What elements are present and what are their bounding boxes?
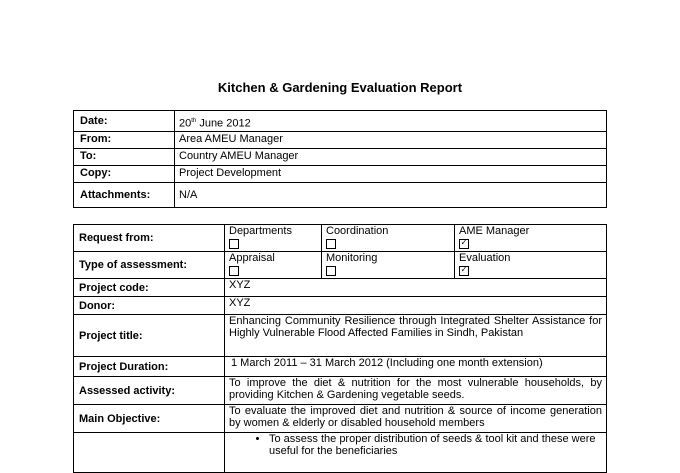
details-table <box>73 224 607 473</box>
assessment-option-evaluation: Evaluation ✓ <box>455 252 607 279</box>
date-label: Date: <box>74 111 175 132</box>
request-option-ame-manager: AME Manager ✓ <box>455 225 607 252</box>
specific-objective-item: • To assess the proper distribution of seeds & tool kit and these were useful for the beneficiaries <box>269 433 602 457</box>
from-value: Area AMEU Manager <box>175 131 607 148</box>
copy-value: Project Development <box>175 165 607 182</box>
request-option-coordination: Coordination <box>322 225 455 252</box>
assessment-option-appraisal: Appraisal <box>225 252 322 279</box>
assessment-type-label: Type of assessment: <box>74 252 225 279</box>
to-value: Country AMEU Manager <box>175 148 607 165</box>
specific-objectives-label <box>74 433 225 473</box>
ame-manager-checkbox[interactable] <box>459 239 469 249</box>
attachments-label: Attachments: <box>74 182 175 207</box>
assessment-option-monitoring: Monitoring <box>322 252 455 279</box>
monitoring-checkbox[interactable] <box>326 266 336 276</box>
specific-objectives-value <box>225 433 607 473</box>
project-duration-value: 1 March 2011 – 31 March 2012 (Including one month extension) <box>225 357 607 377</box>
main-objective-label: Main Objective: <box>74 405 225 433</box>
donor-value: XYZ <box>225 297 607 315</box>
donor-label: Donor: <box>74 297 225 315</box>
appraisal-checkbox[interactable] <box>229 266 239 276</box>
coordination-checkbox[interactable] <box>326 239 336 249</box>
project-title-value: Enhancing Community Resilience through Integrated Shelter Assistance for Highly Vulnerable Flood Affected Families in Sindh, Pakistan <box>225 315 607 357</box>
assessed-activity-value: To improve the diet & nutrition for the most vulnerable households, by providing Kitchen & Gardening vegetable seeds. <box>225 377 607 405</box>
copy-label: Copy: <box>74 165 175 182</box>
project-title-label: Project title: <box>74 315 225 357</box>
assessed-activity-label: Assessed activity: <box>74 377 225 405</box>
departments-checkbox[interactable] <box>229 239 239 249</box>
to-label: To: <box>74 148 175 165</box>
memo-header-table <box>73 110 607 208</box>
main-objective-value: To evaluate the improved diet and nutrition & source of income generation by women & elderly or disabled household members <box>225 405 607 433</box>
request-option-departments: Departments <box>225 225 322 252</box>
date-value: 20th June 2012 <box>175 111 607 132</box>
evaluation-checkbox[interactable] <box>459 266 469 276</box>
from-label: From: <box>74 131 175 148</box>
project-duration-label: Project Duration: <box>74 357 225 377</box>
project-code-label: Project code: <box>74 279 225 297</box>
project-code-value: XYZ <box>225 279 607 297</box>
report-title: Kitchen & Gardening Evaluation Report <box>217 80 463 95</box>
attachments-value: N/A <box>175 182 607 207</box>
request-from-label: Request from: <box>74 225 225 252</box>
